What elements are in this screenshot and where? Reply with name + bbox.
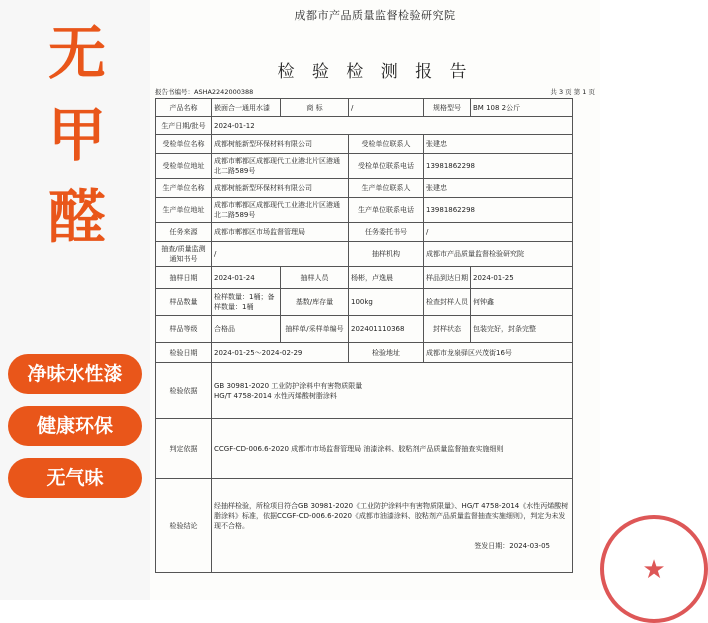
report-table	[155, 98, 573, 573]
cell-value: 13981862298	[424, 154, 573, 179]
sign-date: 签发日期：2024-03-05	[474, 541, 550, 550]
cell-label: 样品数量	[156, 289, 212, 316]
cell-label: 商 标	[281, 99, 349, 117]
cell-value: 2024-01-24	[212, 267, 281, 289]
report-number: 报告书编号：ASHA2242000388	[155, 88, 254, 96]
cell-value: /	[212, 242, 349, 267]
cell-label: 检查封样人员	[424, 289, 471, 316]
cell-value: 张建忠	[424, 179, 573, 198]
report-title: 检 验 检 测 报 告	[277, 62, 473, 82]
cell-value: 成都市郫都区成都现代工业港北片区港通北二路589号	[212, 198, 349, 223]
cell-label: 判定依据	[156, 419, 212, 479]
table-row	[156, 267, 573, 289]
page-info: 共 3 页 第 1 页	[550, 88, 595, 96]
cell-value: 成都树能新型环保材料有限公司	[212, 179, 349, 198]
table-row	[156, 343, 573, 363]
cell-label: 生产日期/批号	[156, 117, 212, 135]
official-seal-stamp	[600, 515, 708, 623]
cell-value: 2024-01-25～2024-02-29	[212, 343, 349, 363]
table-row	[156, 154, 573, 179]
table-row	[156, 198, 573, 223]
cell-label: 任务来源	[156, 223, 212, 242]
promo-char-3: 醛	[47, 183, 106, 251]
cell-value: 成都市产品质量监督检验研究院	[424, 242, 573, 267]
cell-value	[212, 363, 573, 419]
promo-char-1: 无	[47, 19, 106, 87]
cell-value: 包装完好，封条完整	[471, 316, 573, 343]
basis-standard-2: HG/T 4758-2014 水性丙烯酸树脂涂料	[214, 391, 337, 400]
cell-label: 基数/库存量	[281, 289, 349, 316]
cell-label: 抽样机构	[349, 242, 424, 267]
cell-label: 样品到达日期	[424, 267, 471, 289]
cell-value: 2024-01-12	[212, 117, 573, 135]
cell-label: 生产单位名称	[156, 179, 212, 198]
cell-value: 202401110368	[349, 316, 424, 343]
table-row	[156, 117, 573, 135]
table-row	[156, 99, 573, 117]
cell-label: 封样状态	[424, 316, 471, 343]
seal-star-icon: ★	[642, 555, 666, 585]
cell-label: 抽查/质量监测通知书号	[156, 242, 212, 267]
cell-label: 检验日期	[156, 343, 212, 363]
cell-value: 杨彬，卢逸晨	[349, 267, 424, 289]
cell-label: 抽样日期	[156, 267, 212, 289]
cell-label: 任务委托书号	[349, 223, 424, 242]
cell-value: 检样数量：1桶；备样数量：1桶	[212, 289, 281, 316]
cell-label: 检验地址	[349, 343, 424, 363]
cell-value: 成都市郫都区市场监督管理局	[212, 223, 349, 242]
cell-value: BM 108 2公斤	[471, 99, 573, 117]
badge-odorless-water-paint: 净味水性漆	[8, 354, 142, 394]
cell-value: 100kg	[349, 289, 424, 316]
cell-label: 规格型号	[424, 99, 471, 117]
cell-label: 生产单位联系电话	[349, 198, 424, 223]
cell-label: 检验结论	[156, 479, 212, 573]
cell-value: 张建忠	[424, 135, 573, 154]
cell-label: 受检单位联系电话	[349, 154, 424, 179]
cell-label: 抽样人员	[281, 267, 349, 289]
cell-label: 检验依据	[156, 363, 212, 419]
promo-panel	[0, 0, 150, 600]
cell-value: /	[424, 223, 573, 242]
cell-label: 产品名称	[156, 99, 212, 117]
cell-value: 2024-01-25	[471, 267, 573, 289]
cell-label: 样品等级	[156, 316, 212, 343]
cell-label: 受检单位地址	[156, 154, 212, 179]
table-row	[156, 289, 573, 316]
table-row	[156, 316, 573, 343]
cell-value: 合格品	[212, 316, 281, 343]
cell-value: 嵌面合一通用水漆	[212, 99, 281, 117]
cell-value: 成都树能新型环保材料有限公司	[212, 135, 349, 154]
conclusion-text: 经抽样检验，所检项目符合GB 30981-2020《工业防护涂料中有害物质限量》、HG/T 4758-2014《水性丙烯酸树脂涂料》标准，依据CCGF-CD-006.6-2020《成都市油漆涂料、胶粘剂产品质量监督抽查实施细则》，判定为未发现不合格。	[214, 501, 569, 530]
table-row	[156, 363, 573, 419]
cell-value	[212, 479, 573, 573]
cell-label: 抽样单/采样单编号	[281, 316, 349, 343]
table-row	[156, 179, 573, 198]
cell-label: 生产单位联系人	[349, 179, 424, 198]
cell-value: 成都市龙泉驿区兴茂街16号	[424, 343, 573, 363]
cell-label: 受检单位联系人	[349, 135, 424, 154]
institute-name: 成都市产品质量监督检验研究院	[294, 9, 456, 22]
inspection-report-sheet	[150, 0, 666, 600]
table-row	[156, 419, 573, 479]
basis-standard-1: GB 30981-2020 工业防护涂料中有害物质限量	[214, 381, 363, 390]
cell-label: 受检单位名称	[156, 135, 212, 154]
cell-value: 何钟鑫	[471, 289, 573, 316]
cell-value: /	[349, 99, 424, 117]
badge-no-smell: 无气味	[8, 458, 142, 498]
cell-value: 13981862298	[424, 198, 573, 223]
cell-value: 成都市郫都区成都现代工业港北片区港通北二路589号	[212, 154, 349, 179]
promo-char-2: 甲	[47, 101, 106, 169]
table-row	[156, 135, 573, 154]
cell-label: 生产单位地址	[156, 198, 212, 223]
badge-eco-friendly: 健康环保	[8, 406, 142, 446]
table-row	[156, 479, 573, 573]
table-row	[156, 223, 573, 242]
cell-value: CCGF-CD-006.6-2020 成都市市场监督管理局 油漆涂料、胶粘剂产品质量监督抽查实施细则	[212, 419, 573, 479]
table-row	[156, 242, 573, 267]
